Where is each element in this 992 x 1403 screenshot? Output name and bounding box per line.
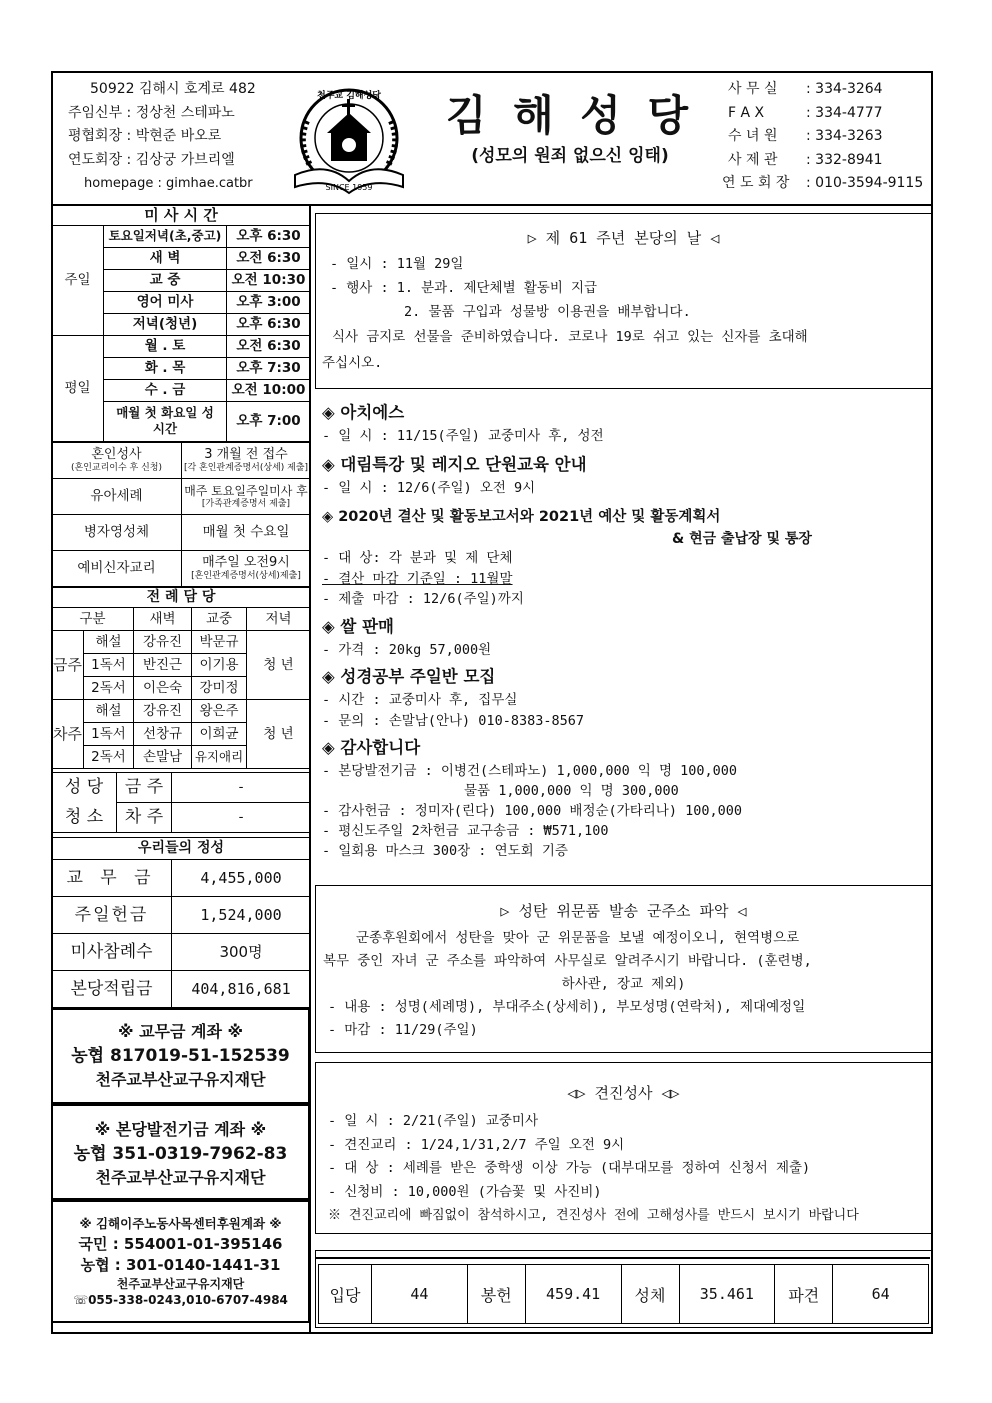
anniversary-event: - 행사 : 1. 분과. 제단체별 활동비 지급 <box>330 280 598 296</box>
cleaning-next-week-value: - <box>172 802 311 832</box>
notice-line: - 일회용 마스크 300장 : 연도회 기증 <box>322 843 568 859</box>
mass-name: 교 중 <box>104 269 227 291</box>
notice-line: - 결산 마감 기준일 : 11월말 <box>322 570 513 587</box>
anniversary-note: 식사 금지로 선물을 준비하였습니다. 코로나 19로 쉬고 있는 신자를 초대해 <box>332 329 808 345</box>
notice-line: - 평신도주일 2차헌금 교구송금 : ₩571,100 <box>322 823 609 839</box>
parish-logo <box>287 83 412 201</box>
mass-time: 오전 6:30 <box>227 335 311 357</box>
logo-since: SINCE 1959 <box>325 183 373 192</box>
mass-time: 오후 7:00 <box>227 401 311 441</box>
notice-line: - 제출 마감 : 12/6(주일)까지 <box>322 591 524 607</box>
contact-rectory: 사 제 관 : 332-8941 <box>728 151 883 168</box>
confirmation-line: - 일 시 : 2/21(주일) 교중미사 <box>328 1113 538 1129</box>
next-week-label: 차주 <box>52 699 84 768</box>
contact-convent: 수 녀 원 : 334-3263 <box>728 128 883 144</box>
council-president: 평협회장 : 박현준 바오로 <box>68 128 222 144</box>
labor-account-2: 농협 : 301-0140-1441-31 <box>80 1255 281 1274</box>
stat-value: 35.461 <box>679 1265 775 1324</box>
notice-title: ◈ 쌀 판매 <box>322 616 394 636</box>
stat-label: 입당 <box>319 1265 372 1324</box>
liturgy-evening: 청 년 <box>247 699 311 768</box>
sacrament-table <box>51 442 311 587</box>
sacrament-name: 예비신자교리 <box>52 550 182 586</box>
labor-account-1: 국민 : 554001-01-395146 <box>78 1234 283 1253</box>
left-column <box>51 205 310 1323</box>
stat-label: 봉헌 <box>467 1265 525 1324</box>
offerings-title: 우리들의 정성 <box>52 837 311 859</box>
liturgy-table <box>51 587 311 769</box>
notice-line: - 가격 : 20kg 57,000원 <box>322 641 492 658</box>
column-divider <box>309 205 311 1334</box>
sacrament-name: 유아세례 <box>52 478 182 514</box>
contact-fax: F A X : 334-4777 <box>728 104 883 121</box>
confirmation-line: ※ 견진교리에 빠짐없이 참석하시고, 견진성사 전에 고해성사를 반드시 보시기 바랍니다 <box>328 1208 859 1223</box>
christmas-box <box>315 885 932 1053</box>
liturgy-role: 해설 <box>84 630 134 653</box>
mass-name: 저녁(청년) <box>104 313 227 335</box>
mass-name: 화 . 목 <box>104 357 227 379</box>
liturgy-main: 이기용 <box>192 653 247 676</box>
page-subtitle: (성모의 원죄 없으신 잉태) <box>471 146 669 166</box>
mass-name: 매월 첫 화요일 성시간 <box>104 401 227 441</box>
liturgy-title: 전 례 담 당 <box>52 587 311 607</box>
cleaning-table <box>51 772 311 833</box>
confirmation-box <box>315 1062 932 1234</box>
mass-schedule <box>51 205 311 442</box>
weekday-label: 평일 <box>52 335 104 441</box>
mass-time: 오후 7:30 <box>227 357 311 379</box>
account-owner: 천주교부산교구유지재단 <box>95 1167 266 1187</box>
notice-line: 물품 1,000,000 익 명 300,000 <box>464 783 679 799</box>
notice-line: - 일 시 : 12/6(주일) 오전 9시 <box>322 479 536 496</box>
liturgy-role: 2독서 <box>84 676 134 699</box>
liturgy-role: 1독서 <box>84 722 134 745</box>
offering-value: 404,816,681 <box>172 970 311 1007</box>
cleaning-next-week: 차 주 <box>117 802 172 832</box>
mass-time: 오전 10:00 <box>227 379 311 401</box>
liturgy-header: 교중 <box>192 607 247 630</box>
page-title: 김 해 성 당 <box>445 91 695 140</box>
christmas-title: ▷ 성탄 위문품 발송 군주소 파악 ◁ <box>500 902 747 920</box>
prayer-chair: 연도회장 : 김상궁 가브리엘 <box>68 151 235 168</box>
liturgy-dawn: 이은숙 <box>134 676 192 699</box>
labor-owner: 천주교부산교구유지재단 <box>116 1276 245 1291</box>
anniversary-box <box>315 213 932 389</box>
notices <box>322 400 927 861</box>
offering-name: 주일헌금 <box>52 896 172 933</box>
cleaning-label: 성 당 <box>52 772 117 802</box>
anniversary-note: 주십시오. <box>322 355 383 371</box>
pastor: 주임신부 : 정상천 스테파노 <box>68 104 235 121</box>
confirmation-line: - 대 상 : 세례를 받은 중학생 이상 가능 (대부대모를 정하여 신청서 제출) <box>328 1160 811 1176</box>
liturgy-dawn: 반진근 <box>134 653 192 676</box>
liturgy-role: 1독서 <box>84 653 134 676</box>
liturgy-main: 왕은주 <box>192 699 247 722</box>
christmas-deadline: - 마감 : 11/29(주일) <box>328 1022 478 1038</box>
mass-name: 수 . 금 <box>104 379 227 401</box>
liturgy-evening: 청 년 <box>247 630 311 699</box>
liturgy-main: 강미정 <box>192 676 247 699</box>
logo-text: 천주교 김해성당 <box>317 91 381 101</box>
anniversary-date: - 일시 : 11월 29일 <box>330 256 464 272</box>
anniversary-event: 2. 물품 구입과 성물방 이용권을 배부합니다. <box>404 304 691 320</box>
contact-office: 사 무 실 : 334-3264 <box>728 81 883 97</box>
account-box-dues <box>51 1008 310 1104</box>
contact-list <box>722 78 924 196</box>
notice-line: - 대 상: 각 분과 및 제 단체 <box>322 550 513 566</box>
sunday-label: 주일 <box>52 225 104 335</box>
christmas-body: 군종후원회에서 성탄을 맞아 군 위문품을 보낼 예정이오니, 현역병으로 <box>356 930 800 946</box>
header-info <box>68 78 256 196</box>
sacrament-name: 병자영성체 <box>52 514 182 550</box>
offering-name: 미사참례수 <box>52 933 172 970</box>
account-number: 농협 351-0319-7962-83 <box>73 1143 288 1164</box>
sacrament-name: 혼인성사 (혼인교리이수 후 신청) <box>52 442 182 478</box>
offering-value: 1,524,000 <box>172 896 311 933</box>
christmas-body: 복무 중인 자녀 군 주소를 파악하여 사무실로 알려주시기 바랍니다. (훈련병, <box>323 953 812 969</box>
notice-title: ◈ 2020년 결산 및 활동보고서와 2021년 예산 및 활동계획서 <box>322 509 721 525</box>
confirmation-line: - 신청비 : 10,000원 (가슴꽃 및 사진비) <box>328 1183 602 1200</box>
notice-subtitle: & 현금 출납장 및 통장 <box>672 531 812 547</box>
notice-line: - 일 시 : 11/15(주일) 교중미사 후, 성전 <box>322 428 604 444</box>
this-week-label: 금주 <box>52 630 84 699</box>
cleaning-this-week-value: - <box>172 772 311 802</box>
cleaning-this-week: 금 주 <box>117 772 172 802</box>
mass-time: 오후 3:00 <box>227 291 311 313</box>
liturgy-header: 저녁 <box>247 607 311 630</box>
mass-time: 오후 6:30 <box>227 313 311 335</box>
account-title: ※ 본당발전기금 계좌 ※ <box>94 1119 267 1139</box>
mass-time: 오후 6:30 <box>227 225 311 247</box>
offering-value: 300명 <box>172 933 311 970</box>
stats-box <box>315 1250 932 1328</box>
account-box-development <box>51 1104 310 1200</box>
liturgy-dawn: 손말남 <box>134 745 192 768</box>
offerings-table <box>51 837 311 1008</box>
stat-label: 성체 <box>621 1265 679 1324</box>
anniversary-title: ▷ 제 61 주년 본당의 날 ◁ <box>527 229 720 247</box>
confirmation-line: - 견진교리 : 1/24,1/31,2/7 주일 오전 9시 <box>328 1136 625 1153</box>
notice-title: ◈ 성경공부 주일반 모집 <box>322 667 496 686</box>
cleaning-label: 청 소 <box>52 802 117 832</box>
sacrament-value: 매주일 오전9시 [혼인관계증명서(상세)제출] <box>182 550 311 586</box>
mass-title: 미 사 시 간 <box>52 205 311 225</box>
stat-value: 44 <box>372 1265 468 1324</box>
contact-prayer-chair: 연 도 회 장 : 010-3594-9115 <box>722 175 924 191</box>
stats-table <box>318 1264 929 1324</box>
liturgy-main: 이희균 <box>192 722 247 745</box>
notice-line: - 본당발전기금 : 이병건(스테파노) 1,000,000 익 명 100,000 <box>322 763 738 779</box>
labor-center-box <box>51 1200 310 1323</box>
liturgy-header: 새벽 <box>134 607 192 630</box>
sacrament-value: 매주 토요일주일미사 후 [가족관계증명서 제출] <box>182 478 311 514</box>
stat-value: 459.41 <box>525 1265 621 1324</box>
mass-time: 오전 10:30 <box>227 269 311 291</box>
notice-title: ◈ 아치에스 <box>322 403 405 422</box>
liturgy-role: 해설 <box>84 699 134 722</box>
labor-title: ※ 김해이주노동사목센터후원계좌 ※ <box>79 1215 282 1231</box>
liturgy-main: 박문규 <box>192 630 247 653</box>
stat-label: 파견 <box>775 1265 833 1324</box>
offering-value: 4,455,000 <box>172 859 311 896</box>
confirmation-title: ◁▷ 견진성사 ◁▷ <box>567 1084 680 1102</box>
notice-title: ◈ 대림특강 및 레지오 단원교육 안내 <box>322 454 587 474</box>
notice-line: - 문의 : 손말남(안나) 010-8383-8567 <box>322 712 584 729</box>
liturgy-role: 2독서 <box>84 745 134 768</box>
christmas-body: 하사관, 장교 제외) <box>561 976 686 992</box>
liturgy-dawn: 강유진 <box>134 699 192 722</box>
mass-name: 토요일저녁(초,중고) <box>104 225 227 247</box>
christmas-content: - 내용 : 성명(세례명), 부대주소(상세히), 부모성명(연락처), 제대예정일 <box>328 999 806 1015</box>
account-number: 농협 817019-51-152539 <box>71 1045 290 1066</box>
sacrament-value: 매월 첫 수요일 <box>182 514 311 550</box>
mass-name: 영어 미사 <box>104 291 227 313</box>
mass-time: 오전 6:30 <box>227 247 311 269</box>
labor-phone: ☏055-338-0243,010-6707-4984 <box>73 1292 288 1307</box>
liturgy-dawn: 선창규 <box>134 722 192 745</box>
sacrament-value: 3 개월 전 접수 [각 혼인관계증명서(상세) 제출] <box>182 442 311 478</box>
offering-name: 본당적립금 <box>52 970 172 1007</box>
notice-title: ◈ 감사합니다 <box>322 738 421 757</box>
account-title: ※ 교무금 계좌 ※ <box>117 1021 244 1041</box>
mass-name: 월 . 토 <box>104 335 227 357</box>
liturgy-main: 유지애리 <box>192 745 247 768</box>
notice-line: - 감사헌금 : 정미자(린다) 100,000 배정순(가타리나) 100,000 <box>322 803 742 819</box>
title-block <box>420 88 720 168</box>
account-owner: 천주교부산교구유지재단 <box>95 1069 266 1089</box>
offering-name: 교 무 금 <box>52 859 172 896</box>
homepage: homepage : gimhae.catbr <box>84 176 253 191</box>
notice-line: - 시간 : 교중미사 후, 집무실 <box>322 692 518 708</box>
liturgy-dawn: 강유진 <box>134 630 192 653</box>
liturgy-header: 구분 <box>52 607 134 630</box>
mass-name: 새 벽 <box>104 247 227 269</box>
address: 50922 김해시 호계로 482 <box>90 81 256 97</box>
stat-value: 64 <box>833 1265 929 1324</box>
